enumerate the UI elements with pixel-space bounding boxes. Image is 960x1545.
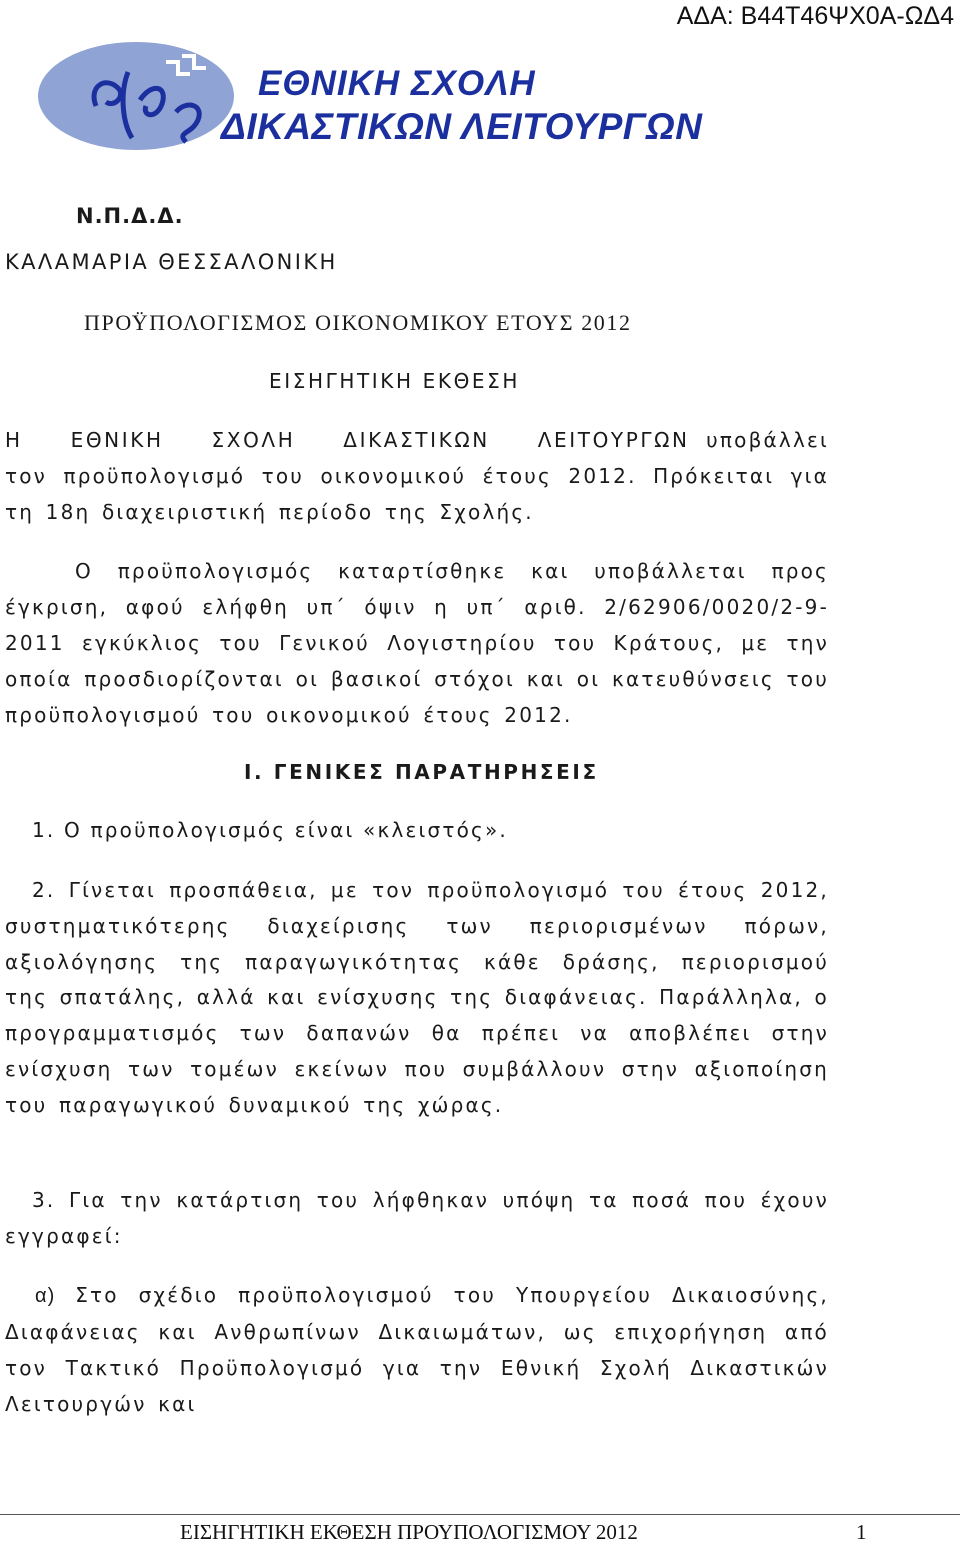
school-logo [36, 42, 703, 158]
footer-title: ΕΙΣΗΓΗΤΙΚΗ ΕΚΘΕΣΗ ΠΡΟΥΠΟΛΟΓΙΣΜΟΥ 2012 [180, 1520, 638, 1544]
logo-text-line-1: ΕΘΝΙΚΗ ΣΧΟΛΗ [258, 64, 536, 103]
section-title: Ι. ΓΕΝΙΚΕΣ ΠΑΡΑΤΗΡΗΣΕΙΣ [244, 760, 599, 784]
item-3a-text: Στο σχέδιο προϋπολογισμού του Υπουργείου Δικαιοσύνης, Διαφάνειας και Ανθρωπίνων Δικαιωμάτων, ως επιχορήγηση από τον Τακτικό Προϋπολογισμό για την Εθνική Σχολή Δικαστικών Λειτουργών και [5, 1283, 829, 1416]
paragraph-circular [5, 553, 829, 733]
paragraph-circular-text: Ο προϋπολογισμός καταρτίσθηκε και υποβάλλεται προς έγκριση, αφού ελήφθη υπ΄ όψιν η υπ΄ αριθ. 2/62906/0020/2-9-2011 εγκύκλιος του Γενικού Λογιστηρίου του Κράτους, με την οποία προσδιορίζονται οι βασικοί στόχοι και οι κατευθύνσεις του προϋπολογισμού του οικονομικού έτους 2012. [5, 559, 829, 727]
page-number: 1 [856, 1520, 867, 1544]
footer-divider [0, 1514, 960, 1515]
item-1: 1. Ο προϋπολογισμός είναι «κλειστός». [32, 818, 508, 842]
location-heading: ΚΑΛΑΜΑΡΙΑ ΘΕΣΣΑΛΟΝΙΚΗ [5, 250, 338, 274]
legal-entity-type: Ν.Π.Δ.Δ. [76, 204, 184, 228]
intro-paragraph [5, 422, 829, 530]
item-3a [5, 1277, 829, 1422]
logo-text-line-2: ΔΙΚΑΣΤΙΚΩΝ ΛΕΙΤΟΥΡΓΩΝ [221, 106, 703, 147]
item-3: 3. Για την κατάρτιση του λήφθηκαν υπόψη τα ποσά που έχουν εγγραφεί: [5, 1188, 829, 1248]
item-3a-label: α) [35, 1285, 56, 1307]
budget-title: ΠΡΟΫΠΟΛΟΓΙΣΜΟΣ ΟΙΚΟΝΟΜΙΚΟΥ ΕΤΟΥΣ 2012 [84, 310, 632, 335]
report-title: ΕΙΣΗΓΗΤΙΚΗ ΕΚΘΕΣΗ [269, 369, 521, 393]
intro-text: υποβάλλει τον προϋπολογισμό του οικονομικού έτους 2012. Πρόκειται για τη 18η διαχειριστική περίοδο της Σχολής. [5, 428, 829, 524]
ada-code: ΑΔΑ: Β44Τ46ΨΧ0Α-ΩΔ4 [676, 2, 954, 30]
intro-bold-heading: Η ΕΘΝΙΚΗ ΣΧΟΛΗ ΔΙΚΑΣΤΙΚΩΝ ΛΕΙΤΟΥΡΓΩΝ [5, 428, 690, 452]
item-2: 2. Γίνεται προσπάθεια, με τον προϋπολογισμό του έτους 2012, συστηματικότερης διαχείρισης των περιορισμένων πόρων, αξιολόγησης της παραγωγικότητας κάθε δράσης, περιορισμού της σπατάλης, αλλά και ενίσχυσης της διαφάνειας. Παράλληλα, ο προγραμματισμός των δαπανών θα πρέπει να αποβλέπει στην ενίσχυση των τομέων εκείνων που συμβάλλουν στην αξιοποίηση του παραγωγικού δυναμικού της χώρας. [5, 878, 829, 1117]
